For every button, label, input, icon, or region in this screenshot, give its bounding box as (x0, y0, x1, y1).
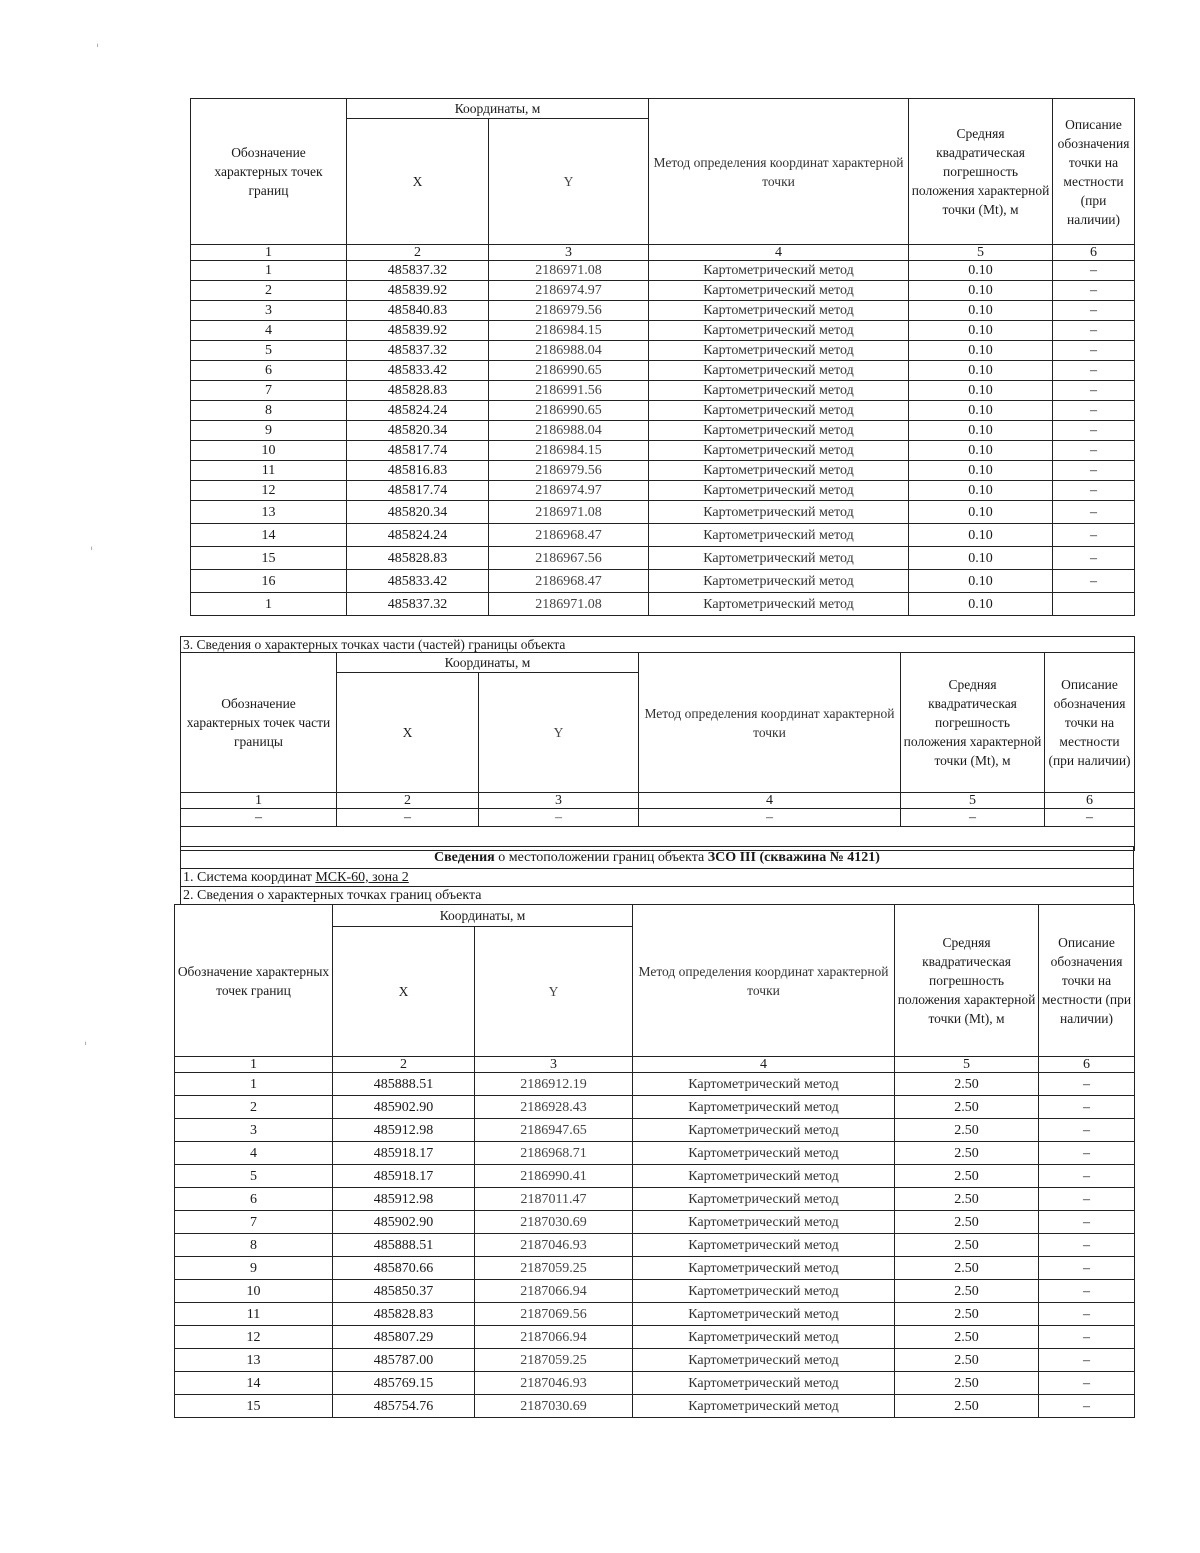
y-cell: 2186947.65 (475, 1119, 633, 1142)
table-row (191, 524, 1135, 547)
error-cell: 2.50 (895, 1326, 1039, 1349)
error-cell: 0.10 (909, 281, 1053, 301)
table-body (175, 1073, 1135, 1418)
point-id-cell: 12 (191, 481, 347, 501)
table-row (191, 381, 1135, 401)
table-row (191, 361, 1135, 381)
description-cell: – (1053, 321, 1135, 341)
point-id-cell: 15 (191, 547, 347, 570)
point-id-header: Обозначение характерных точек границ (191, 99, 347, 245)
y-cell: 2187011.47 (475, 1188, 633, 1211)
y-cell: 2186984.15 (489, 321, 649, 341)
y-cell: 2186971.08 (489, 501, 649, 524)
table-row (191, 401, 1135, 421)
y-cell: 2186984.15 (489, 441, 649, 461)
description-cell: – (1039, 1372, 1135, 1395)
method-cell: Картометрический метод (649, 341, 909, 361)
x-cell: 485850.37 (333, 1280, 475, 1303)
error-cell: 0.10 (909, 321, 1053, 341)
error-cell: 0.10 (909, 593, 1053, 616)
table-body (181, 809, 1135, 827)
y-cell: 2186988.04 (489, 421, 649, 441)
x-cell: 485807.29 (333, 1326, 475, 1349)
y-cell: 2186990.65 (489, 361, 649, 381)
description-cell: – (1053, 441, 1135, 461)
description-cell: – (1053, 421, 1135, 441)
x-cell: – (337, 809, 479, 827)
column-number-row: 1 2 3 4 5 6 (181, 793, 1135, 809)
point-id-cell: 13 (191, 501, 347, 524)
x-header: X (347, 119, 489, 245)
method-cell: Картометрический метод (649, 361, 909, 381)
y-cell: 2187069.56 (475, 1303, 633, 1326)
table-row (191, 321, 1135, 341)
method-header: Метод определения координат характерной точки (649, 99, 909, 245)
point-id-cell: 5 (191, 341, 347, 361)
point-id-cell: 11 (175, 1303, 333, 1326)
error-cell: 2.50 (895, 1349, 1039, 1372)
y-cell: 2187059.25 (475, 1257, 633, 1280)
point-id-cell: 2 (175, 1096, 333, 1119)
method-cell: Картометрический метод (633, 1395, 895, 1418)
error-cell: 0.10 (909, 570, 1053, 593)
table-row (175, 1073, 1135, 1096)
boundary-points-table (190, 98, 1135, 616)
table-row (191, 261, 1135, 281)
y-cell: 2186971.08 (489, 261, 649, 281)
x-cell: 485828.83 (347, 547, 489, 570)
x-cell: 485837.32 (347, 261, 489, 281)
method-cell: Картометрический метод (649, 421, 909, 441)
method-cell: Картометрический метод (649, 301, 909, 321)
description-cell: – (1039, 1188, 1135, 1211)
x-cell: 485839.92 (347, 321, 489, 341)
x-header: X (333, 927, 475, 1057)
error-cell: 0.10 (909, 441, 1053, 461)
method-cell: Картометрический метод (649, 501, 909, 524)
x-cell: 485912.98 (333, 1119, 475, 1142)
description-cell: – (1053, 301, 1135, 321)
description-cell: – (1053, 547, 1135, 570)
coordinates-header: Координаты, м (337, 653, 639, 673)
description-header: Описание обозначения точки на местности (при наличии) (1045, 653, 1135, 793)
point-id-cell: 7 (175, 1211, 333, 1234)
y-cell: 2186974.97 (489, 281, 649, 301)
description-cell: – (1039, 1165, 1135, 1188)
description-cell: – (1039, 1395, 1135, 1418)
method-header: Метод определения координат характерной точки (633, 905, 895, 1057)
y-cell: 2187030.69 (475, 1395, 633, 1418)
point-id-cell: 8 (175, 1234, 333, 1257)
x-cell: 485837.32 (347, 593, 489, 616)
table-row (191, 593, 1135, 616)
y-cell: 2186968.47 (489, 524, 649, 547)
error-cell: 2.50 (895, 1372, 1039, 1395)
method-cell: Картометрический метод (649, 401, 909, 421)
description-cell: – (1045, 809, 1135, 827)
description-cell: – (1053, 261, 1135, 281)
x-cell: 485824.24 (347, 401, 489, 421)
scan-mark: ˈ (90, 545, 94, 559)
table-row (191, 341, 1135, 361)
method-cell: Картометрический метод (649, 321, 909, 341)
method-cell: Картометрический метод (649, 570, 909, 593)
table-row (175, 1211, 1135, 1234)
method-cell: – (639, 809, 901, 827)
point-id-cell: 3 (175, 1119, 333, 1142)
table-row (191, 570, 1135, 593)
point-id-cell: 13 (175, 1349, 333, 1372)
x-cell: 485769.15 (333, 1372, 475, 1395)
error-cell: 2.50 (895, 1211, 1039, 1234)
method-cell: Картометрический метод (649, 261, 909, 281)
error-cell: 0.10 (909, 461, 1053, 481)
point-id-cell: 1 (175, 1073, 333, 1096)
error-cell: 0.10 (909, 261, 1053, 281)
description-cell: – (1053, 381, 1135, 401)
scan-mark: ˈ (96, 42, 100, 56)
error-cell: 0.10 (909, 301, 1053, 321)
error-cell: 0.10 (909, 524, 1053, 547)
description-cell: – (1053, 341, 1135, 361)
y-cell: 2187059.25 (475, 1349, 633, 1372)
table-body (191, 261, 1135, 616)
x-cell: 485837.32 (347, 341, 489, 361)
table-row (175, 1280, 1135, 1303)
description-cell: – (1039, 1280, 1135, 1303)
table-row (191, 301, 1135, 321)
description-cell: – (1053, 401, 1135, 421)
method-cell: Картометрический метод (649, 547, 909, 570)
x-cell: 485828.83 (347, 381, 489, 401)
coordinates-header: Координаты, м (347, 99, 649, 119)
table-row (175, 1257, 1135, 1280)
table-row (175, 1188, 1135, 1211)
y-cell: 2186990.41 (475, 1165, 633, 1188)
method-cell: Картометрический метод (633, 1372, 895, 1395)
error-cell: 2.50 (895, 1188, 1039, 1211)
error-cell: 2.50 (895, 1073, 1039, 1096)
x-cell: 485833.42 (347, 570, 489, 593)
x-cell: 485888.51 (333, 1234, 475, 1257)
error-cell: 0.10 (909, 401, 1053, 421)
table-row (175, 1349, 1135, 1372)
method-cell: Картометрический метод (633, 1257, 895, 1280)
point-id-cell: 16 (191, 570, 347, 593)
coordinate-system: 1. Система координат МСК-60, зона 2 (181, 869, 1134, 887)
table-row (175, 1119, 1135, 1142)
error-cell: – (901, 809, 1045, 827)
method-cell: Картометрический метод (633, 1349, 895, 1372)
point-id-cell: 9 (175, 1257, 333, 1280)
x-cell: 485840.83 (347, 301, 489, 321)
error-header: Средняя квадратическая погрешность положения характерной точки (Mt), м (909, 99, 1053, 245)
error-cell: 2.50 (895, 1234, 1039, 1257)
point-id-cell: 14 (191, 524, 347, 547)
column-number-row: 1 2 3 4 5 6 (175, 1057, 1135, 1073)
table-row (175, 1395, 1135, 1418)
y-cell: 2187066.94 (475, 1326, 633, 1349)
method-cell: Картометрический метод (633, 1326, 895, 1349)
x-cell: 485787.00 (333, 1349, 475, 1372)
y-cell: 2186974.97 (489, 481, 649, 501)
column-number-row: 1 2 3 4 5 6 (191, 245, 1135, 261)
error-cell: 2.50 (895, 1257, 1039, 1280)
method-cell: Картометрический метод (649, 441, 909, 461)
y-cell: 2186971.08 (489, 593, 649, 616)
error-cell: 2.50 (895, 1096, 1039, 1119)
coordinates-header: Координаты, м (333, 905, 633, 927)
y-cell: 2186979.56 (489, 461, 649, 481)
error-cell: 0.10 (909, 421, 1053, 441)
x-cell: 485918.17 (333, 1165, 475, 1188)
table-row (191, 481, 1135, 501)
table-row (175, 1234, 1135, 1257)
error-cell: 2.50 (895, 1303, 1039, 1326)
x-cell: 485902.90 (333, 1211, 475, 1234)
y-cell: – (479, 809, 639, 827)
x-cell: 485816.83 (347, 461, 489, 481)
y-cell: 2186990.65 (489, 401, 649, 421)
point-id-cell: 15 (175, 1395, 333, 1418)
point-id-cell: 10 (175, 1280, 333, 1303)
y-header: Y (475, 927, 633, 1057)
description-cell (1053, 593, 1135, 616)
y-cell: 2186991.56 (489, 381, 649, 401)
table-row (175, 1372, 1135, 1395)
point-id-cell: 5 (175, 1165, 333, 1188)
method-cell: Картометрический метод (633, 1165, 895, 1188)
x-cell: 485820.34 (347, 501, 489, 524)
method-cell: Картометрический метод (633, 1303, 895, 1326)
error-cell: 2.50 (895, 1280, 1039, 1303)
x-cell: 485912.98 (333, 1188, 475, 1211)
method-cell: Картометрический метод (633, 1188, 895, 1211)
point-id-cell: 11 (191, 461, 347, 481)
y-cell: 2186912.19 (475, 1073, 633, 1096)
point-id-cell: 4 (175, 1142, 333, 1165)
method-cell: Картометрический метод (649, 481, 909, 501)
description-cell: – (1039, 1073, 1135, 1096)
point-id-cell: 1 (191, 261, 347, 281)
method-cell: Картометрический метод (633, 1280, 895, 1303)
table-row (175, 1096, 1135, 1119)
x-cell: 485817.74 (347, 481, 489, 501)
point-id-cell: 8 (191, 401, 347, 421)
point-id-cell: 9 (191, 421, 347, 441)
table-row (175, 1165, 1135, 1188)
table-row (181, 809, 1135, 827)
method-cell: Картометрический метод (633, 1234, 895, 1257)
y-cell: 2186968.71 (475, 1142, 633, 1165)
part-point-id-header: Обозначение характерных точек части границы (181, 653, 337, 793)
y-cell: 2186967.56 (489, 547, 649, 570)
section2-title: 2. Сведения о характерных точках границ объекта (181, 887, 1134, 905)
method-cell: Картометрический метод (649, 593, 909, 616)
y-cell: 2187030.69 (475, 1211, 633, 1234)
y-cell: 2186988.04 (489, 341, 649, 361)
description-cell: – (1053, 501, 1135, 524)
y-cell: 2187066.94 (475, 1280, 633, 1303)
object2-points-table (174, 904, 1135, 1418)
method-cell: Картометрический метод (633, 1073, 895, 1096)
description-cell: – (1039, 1119, 1135, 1142)
description-header: Описание обозначения точки на местности (при наличии) (1039, 905, 1135, 1057)
x-cell: 485817.74 (347, 441, 489, 461)
section3-title: 3. Сведения о характерных точках части (частей) границы объекта (181, 637, 1135, 653)
description-cell: – (1053, 461, 1135, 481)
error-cell: 2.50 (895, 1142, 1039, 1165)
table-row (191, 461, 1135, 481)
table-row (191, 441, 1135, 461)
description-cell: – (1039, 1257, 1135, 1280)
method-cell: Картометрический метод (649, 381, 909, 401)
error-cell: 0.10 (909, 547, 1053, 570)
description-cell: – (1039, 1142, 1135, 1165)
table-row (191, 281, 1135, 301)
point-id-cell: 7 (191, 381, 347, 401)
description-cell: – (1039, 1096, 1135, 1119)
y-header: Y (479, 673, 639, 793)
description-cell: – (1053, 570, 1135, 593)
description-cell: – (1053, 281, 1135, 301)
table-row (191, 421, 1135, 441)
x-cell: 485820.34 (347, 421, 489, 441)
point-id-cell: 14 (175, 1372, 333, 1395)
method-cell: Картометрический метод (633, 1211, 895, 1234)
description-cell: – (1053, 481, 1135, 501)
point-id-header: Обозначение характерных точек границ (175, 905, 333, 1057)
scan-mark: ˈ (84, 1040, 88, 1054)
method-cell: Картометрический метод (649, 461, 909, 481)
table-row (175, 1326, 1135, 1349)
y-cell: 2186968.47 (489, 570, 649, 593)
point-id-cell: 6 (175, 1188, 333, 1211)
x-cell: 485918.17 (333, 1142, 475, 1165)
method-header: Метод определения координат характерной точки (639, 653, 901, 793)
x-cell: 485754.76 (333, 1395, 475, 1418)
error-cell: 0.10 (909, 481, 1053, 501)
x-cell: 485824.24 (347, 524, 489, 547)
table-row (175, 1142, 1135, 1165)
table-row (191, 547, 1135, 570)
table-row (191, 501, 1135, 524)
error-cell: 0.10 (909, 501, 1053, 524)
error-header: Средняя квадратическая погрешность положения характерной точки (Mt), м (901, 653, 1045, 793)
point-id-cell: 3 (191, 301, 347, 321)
y-header: Y (489, 119, 649, 245)
error-cell: 2.50 (895, 1165, 1039, 1188)
error-cell: 2.50 (895, 1119, 1039, 1142)
error-cell: 0.10 (909, 361, 1053, 381)
description-cell: – (1053, 524, 1135, 547)
point-id-cell: – (181, 809, 337, 827)
object2-title: Сведения о местоположении границ объекта ЗСО III (скважина № 4121) (181, 847, 1134, 869)
method-cell: Картометрический метод (633, 1119, 895, 1142)
description-cell: – (1039, 1303, 1135, 1326)
point-id-cell: 2 (191, 281, 347, 301)
error-header: Средняя квадратическая погрешность положения характерной точки (Mt), м (895, 905, 1039, 1057)
description-cell: – (1039, 1349, 1135, 1372)
x-cell: 485839.92 (347, 281, 489, 301)
part-boundary-table (180, 636, 1135, 851)
x-cell: 485828.83 (333, 1303, 475, 1326)
point-id-cell: 10 (191, 441, 347, 461)
x-header: X (337, 673, 479, 793)
x-cell: 485902.90 (333, 1096, 475, 1119)
object2-header (180, 846, 1134, 905)
description-cell: – (1053, 361, 1135, 381)
point-id-cell: 1 (191, 593, 347, 616)
x-cell: 485833.42 (347, 361, 489, 381)
method-cell: Картометрический метод (633, 1142, 895, 1165)
y-cell: 2186979.56 (489, 301, 649, 321)
error-cell: 2.50 (895, 1395, 1039, 1418)
point-id-cell: 12 (175, 1326, 333, 1349)
x-cell: 485870.66 (333, 1257, 475, 1280)
coordinate-system-value: МСК-60, зона 2 (315, 870, 409, 885)
method-cell: Картометрический метод (649, 281, 909, 301)
table-row (175, 1303, 1135, 1326)
description-cell: – (1039, 1326, 1135, 1349)
method-cell: Картометрический метод (649, 524, 909, 547)
x-cell: 485888.51 (333, 1073, 475, 1096)
method-cell: Картометрический метод (633, 1096, 895, 1119)
error-cell: 0.10 (909, 381, 1053, 401)
y-cell: 2186928.43 (475, 1096, 633, 1119)
y-cell: 2187046.93 (475, 1234, 633, 1257)
description-cell: – (1039, 1211, 1135, 1234)
y-cell: 2187046.93 (475, 1372, 633, 1395)
point-id-cell: 4 (191, 321, 347, 341)
description-header: Описание обозначения точки на местности (при наличии) (1053, 99, 1135, 245)
point-id-cell: 6 (191, 361, 347, 381)
description-cell: – (1039, 1234, 1135, 1257)
error-cell: 0.10 (909, 341, 1053, 361)
